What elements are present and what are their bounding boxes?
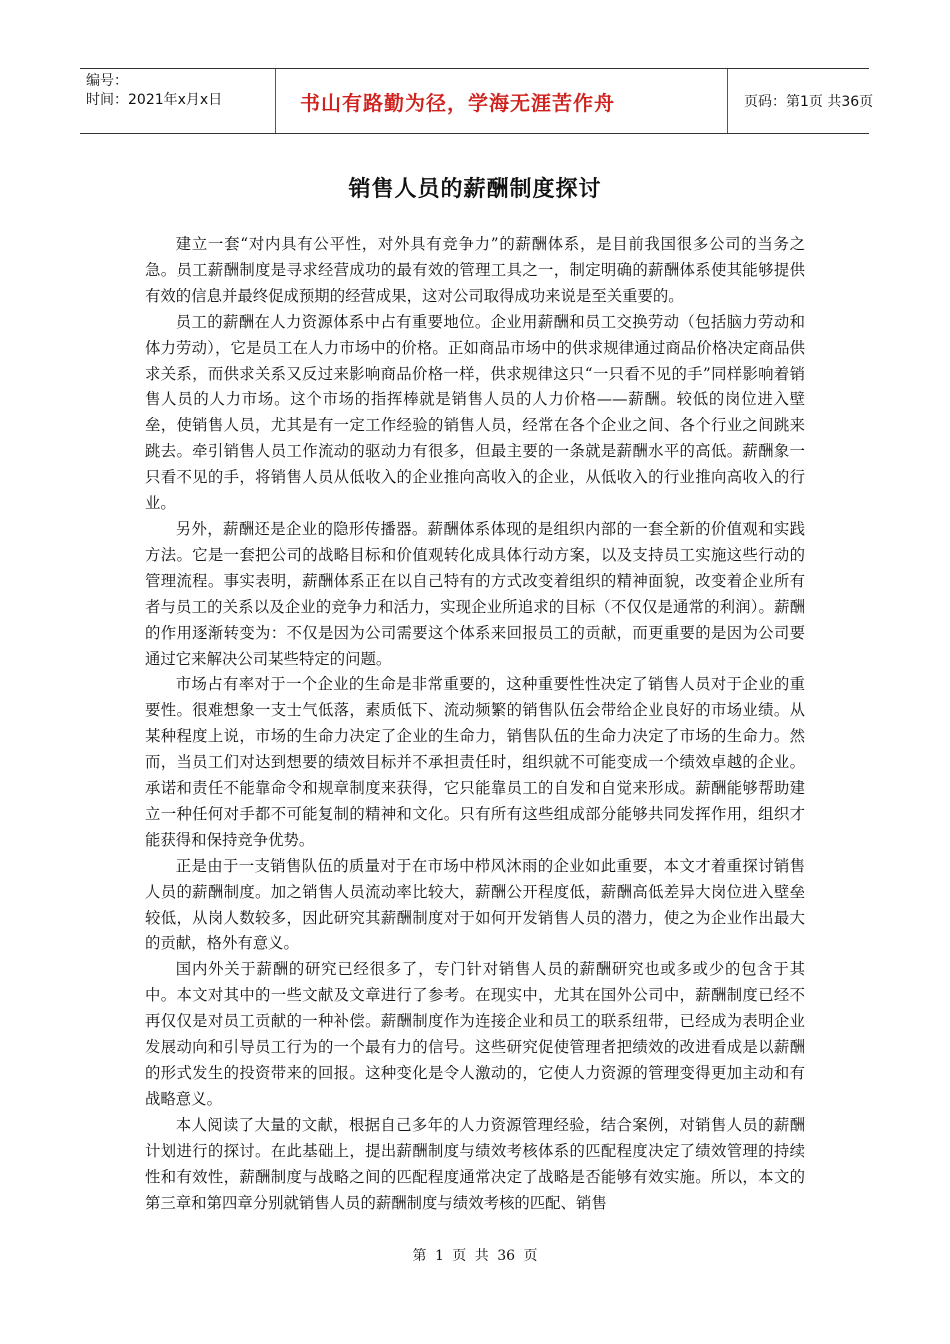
paragraph: 员工的薪酬在人力资源体系中占有重要地位。企业用薪酬和员工交换劳动（包括脑力劳动和体力劳动），它是员工在人力市场中的价格。正如商品市场中的供求规律通过商品价格决定商品供求关系，而供求关系又反过来影响商品价格一样，供求规律这只“一只看不见的手”同样影响着销售人员的人力市场。这个市场的指挥棒就是销售人员的人力价格——薪酬。较低的岗位进入壁垒，使销售人员，尤其是有一定工作经验的销售人员，经常在各个企业之间、各个行业之间跳来跳去。牵引销售人员工作流动的驱动力有很多，但最主要的一条就是薪酬水平的高低。薪酬象一只看不见的手，将销售人员从低收入的企业推向高收入的企业，从低收入的行业推向高收入的行业。 xyxy=(145,312,805,513)
document-body xyxy=(145,232,805,1216)
document-title: 销售人员的薪酬制度探讨 xyxy=(348,177,602,202)
page-header xyxy=(80,68,874,134)
page-footer: 第 1 页 共 36 页 xyxy=(412,1248,538,1264)
header-motto: 书山有路勤为径，学海无涯苦作舟 xyxy=(276,69,728,133)
paragraph: 市场占有率对于一个企业的生命是非常重要的，这种重要性性决定了销售人员对于企业的重要性。很难想象一支士气低落，素质低下、流动频繁的销售队伍会带给企业良好的市场业绩。从某种程度上说，市场的生命力决定了企业的生命力，销售队伍的生命力决定了市场的生命力。然而，当员工们对达到想要的绩效目标并不承担责任时，组织就不可能变成一个绩效卓越的企业。承诺和责任不能靠命令和规章制度来获得，它只能靠员工的自发和自觉来形成。薪酬能够帮助建立一种任何对手都不可能复制的精神和文化。只有所有这些组成部分能够共同发挥作用，组织才能获得和保持竞争优势。 xyxy=(145,675,805,849)
paragraph: 国内外关于薪酬的研究已经很多了，专门针对销售人员的薪酬研究也或多或少的包含于其中。本文对其中的一些文献及文章进行了参考。在现实中，尤其在国外公司中，薪酬制度已经不再仅仅是对员工贡献的一种补偿。薪酬制度作为连接企业和员工的联系纽带，已经成为表明企业发展动向和引导员工行为的一个最有力的信号。这些研究促使管理者把绩效的改进看成是以薪酬的形式发生的投资带来的回报。这种变化是令人激动的，它使人力资源的管理变得更加主动和有战略意义。 xyxy=(145,960,805,1108)
paragraph: 本人阅读了大量的文献，根据自己多年的人力资源管理经验，结合案例，对销售人员的薪酬计划进行的探讨。在此基础上，提出薪酬制度与绩效考核体系的匹配程度决定了绩效管理的持续性和有效性，薪酬制度与战略之间的匹配程度通常决定了战略是否能够有效实施。所以，本文的第三章和第四章分别就销售人员的薪酬制度与绩效考核的匹配、销售 xyxy=(145,1115,805,1212)
paragraph: 另外，薪酬还是企业的隐形传播器。薪酬体系体现的是组织内部的一套全新的价值观和实践方法。它是一套把公司的战略目标和价值观转化成具体行动方案，以及支持员工实施这些行动的管理流程。事实表明，薪酬体系正在以自己特有的方式改变着组织的精神面貌，改变着企业所有者与员工的关系以及企业的竞争力和活力，实现企业所追求的目标（不仅仅是通常的利润）。薪酬的作用逐渐转变为：不仅是因为公司需要这个体系来回报员工的贡献，而更重要的是因为公司要通过它来解决公司某些特定的问题。 xyxy=(145,519,805,668)
header-page-info: 页码：第1页 共36页 xyxy=(744,94,874,110)
header-meta xyxy=(80,69,276,133)
document-time-label: 时间：2021年x月x日 xyxy=(86,92,223,108)
paragraph: 建立一套“对内具有公平性，对外具有竞争力”的薪酬体系，是目前我国很多公司的当务之急。员工薪酬制度是寻求经营成功的最有效的管理工具之一，制定明确的薪酬体系使其能够提供有效的信息并最终促成预期的经营成果，这对公司取得成功来说是至关重要的。 xyxy=(145,235,805,305)
paragraph: 正是由于一支销售队伍的质量对于在市场中栉风沐雨的企业如此重要，本文才着重探讨销售人员的薪酬制度。加之销售人员流动率比较大，薪酬公开程度低，薪酬高低差异大岗位进入壁垒较低，从岗人数较多，因此研究其薪酬制度对于如何开发销售人员的潜力，使之为企业作出最大的贡献，格外有意义。 xyxy=(145,856,805,953)
document-number-label: 编号： xyxy=(86,73,128,89)
